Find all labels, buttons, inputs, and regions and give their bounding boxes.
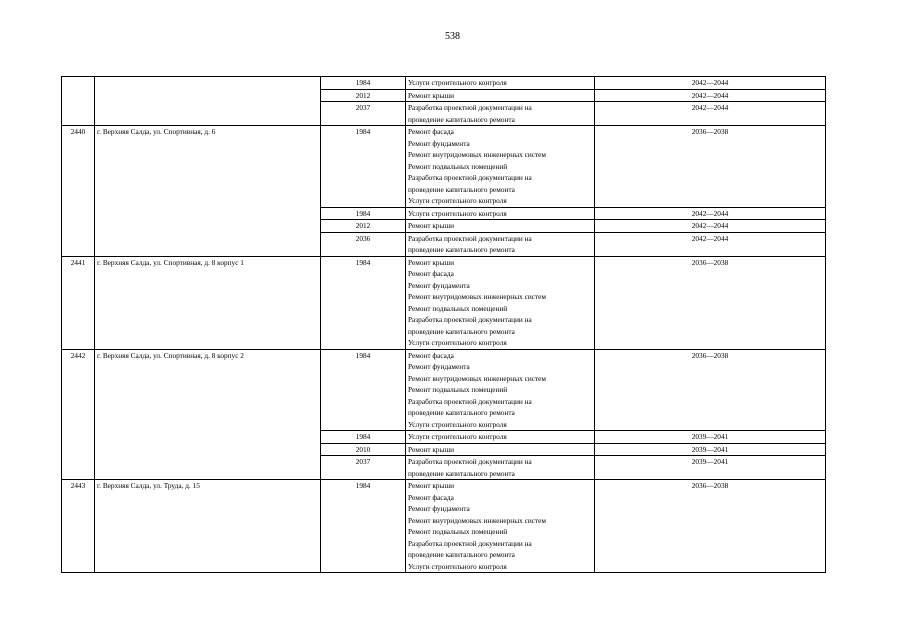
year-cell: 1984 xyxy=(321,431,406,444)
page-number: 538 xyxy=(445,31,460,42)
address-cell: г. Верхняя Салда, ул. Спортивная, д. 6 xyxy=(95,126,321,257)
work-item: Ремонт фундамента xyxy=(408,280,470,290)
works-cell xyxy=(406,126,595,208)
period-cell: 2036—2038 xyxy=(595,480,826,573)
period-cell: 2036—2038 xyxy=(595,349,826,431)
period-cell: 2039—2041 xyxy=(595,443,826,456)
work-item: Разработка проектной документации на xyxy=(408,173,532,182)
work-item: Ремонт подвальных помещений xyxy=(408,527,508,536)
row-number: 2441 xyxy=(62,256,95,349)
work-item: Разработка проектной документации на xyxy=(408,103,532,112)
works-cell xyxy=(406,256,595,349)
work-item: Разработка проектной документации на xyxy=(408,233,532,243)
work-item: проведение капитального ремонта xyxy=(408,184,515,194)
table-row xyxy=(62,77,826,90)
year-cell: 2010 xyxy=(321,443,406,456)
period-cell: 2042—2044 xyxy=(595,232,826,256)
year-cell: 2012 xyxy=(321,89,406,102)
work-item: Ремонт фундамента xyxy=(408,138,470,148)
year-cell: 2037 xyxy=(321,456,406,480)
works-cell xyxy=(406,89,595,102)
work-item: Услуги строительного контроля xyxy=(408,432,507,441)
repair-schedule-table xyxy=(61,76,826,573)
work-item: Ремонт крыши xyxy=(408,444,455,454)
year-cell: 1984 xyxy=(321,480,406,573)
work-item: проведение капитального ремонта xyxy=(408,408,515,417)
works-cell xyxy=(406,443,595,456)
work-item: Разработка проектной документации на xyxy=(408,315,532,324)
work-item: Разработка проектной документации на xyxy=(408,396,532,406)
works-cell xyxy=(406,207,595,220)
period-cell: 2042—2044 xyxy=(595,102,826,126)
period-cell: 2042—2044 xyxy=(595,77,826,90)
year-cell: 2036 xyxy=(321,232,406,256)
works-cell xyxy=(406,480,595,573)
table-row xyxy=(62,480,826,573)
address-cell xyxy=(95,77,321,126)
year-cell: 1984 xyxy=(321,77,406,90)
work-item: Ремонт внутридомовых инженерных систем xyxy=(408,150,547,159)
work-item: Услуги строительного контроля xyxy=(408,208,507,218)
work-item: проведение капитального ремонта xyxy=(408,245,515,254)
work-item: Услуги строительного контроля xyxy=(408,78,507,87)
work-item: Ремонт фасада xyxy=(408,127,454,136)
row-number xyxy=(62,77,95,126)
work-item: Услуги строительного контроля xyxy=(408,419,507,429)
work-item: Разработка проектной документации на xyxy=(408,457,532,466)
work-item: проведение капитального ремонта xyxy=(408,550,515,559)
row-number: 2442 xyxy=(62,349,95,480)
works-cell xyxy=(406,232,595,256)
work-item: Ремонт фундамента xyxy=(408,362,470,371)
table-row xyxy=(62,126,826,208)
period-cell: 2039—2041 xyxy=(595,431,826,444)
period-cell: 2036—2038 xyxy=(595,256,826,349)
works-cell xyxy=(406,77,595,90)
work-item: Ремонт фасада xyxy=(408,350,454,360)
work-item: Ремонт внутридомовых инженерных систем xyxy=(408,292,547,301)
works-cell xyxy=(406,431,595,444)
work-item: Ремонт внутридомовых инженерных систем xyxy=(408,515,547,525)
table-row xyxy=(62,349,826,431)
work-item: проведение капитального ремонта xyxy=(408,114,515,124)
work-item: проведение капитального ремонта xyxy=(408,326,515,336)
work-item: Ремонт крыши xyxy=(408,221,455,230)
work-item: Ремонт фасада xyxy=(408,269,454,278)
row-number: 2440 xyxy=(62,126,95,257)
period-cell: 2042—2044 xyxy=(595,207,826,220)
work-item: Ремонт внутридомовых инженерных систем xyxy=(408,373,547,383)
period-cell: 2042—2044 xyxy=(595,89,826,102)
address-cell: г. Верхняя Салда, ул. Спортивная, д. 8 корпус 2 xyxy=(95,349,321,480)
period-cell: 2036—2038 xyxy=(595,126,826,208)
work-item: Разработка проектной документации на xyxy=(408,538,532,548)
year-cell: 2012 xyxy=(321,220,406,233)
period-cell: 2039—2041 xyxy=(595,456,826,480)
works-cell xyxy=(406,220,595,233)
year-cell: 1984 xyxy=(321,126,406,208)
address-cell: г. Верхняя Салда, ул. Спортивная, д. 8 корпус 1 xyxy=(95,256,321,349)
address-cell: г. Верхняя Салда, ул. Труда, д. 15 xyxy=(95,480,321,573)
works-cell xyxy=(406,456,595,480)
works-cell xyxy=(406,349,595,431)
table-body xyxy=(62,77,826,573)
work-item: Ремонт крыши xyxy=(408,90,455,100)
work-item: Ремонт подвальных помещений xyxy=(408,385,508,394)
work-item: Ремонт крыши xyxy=(408,257,455,267)
work-item: Услуги строительного контроля xyxy=(408,338,507,347)
year-cell: 1984 xyxy=(321,207,406,220)
works-cell xyxy=(406,102,595,126)
work-item: Ремонт крыши xyxy=(408,481,455,490)
work-item: Ремонт фундамента xyxy=(408,504,470,513)
work-item: Услуги строительного контроля xyxy=(408,196,507,205)
work-item: проведение капитального ремонта xyxy=(408,468,515,478)
work-item: Ремонт подвальных помещений xyxy=(408,161,508,171)
table-row xyxy=(62,256,826,349)
work-item: Ремонт подвальных помещений xyxy=(408,303,508,313)
work-item: Услуги строительного контроля xyxy=(408,561,507,571)
work-item: Ремонт фасада xyxy=(408,492,454,502)
row-number: 2443 xyxy=(62,480,95,573)
period-cell: 2042—2044 xyxy=(595,220,826,233)
year-cell: 1984 xyxy=(321,349,406,431)
year-cell: 1984 xyxy=(321,256,406,349)
year-cell: 2037 xyxy=(321,102,406,126)
